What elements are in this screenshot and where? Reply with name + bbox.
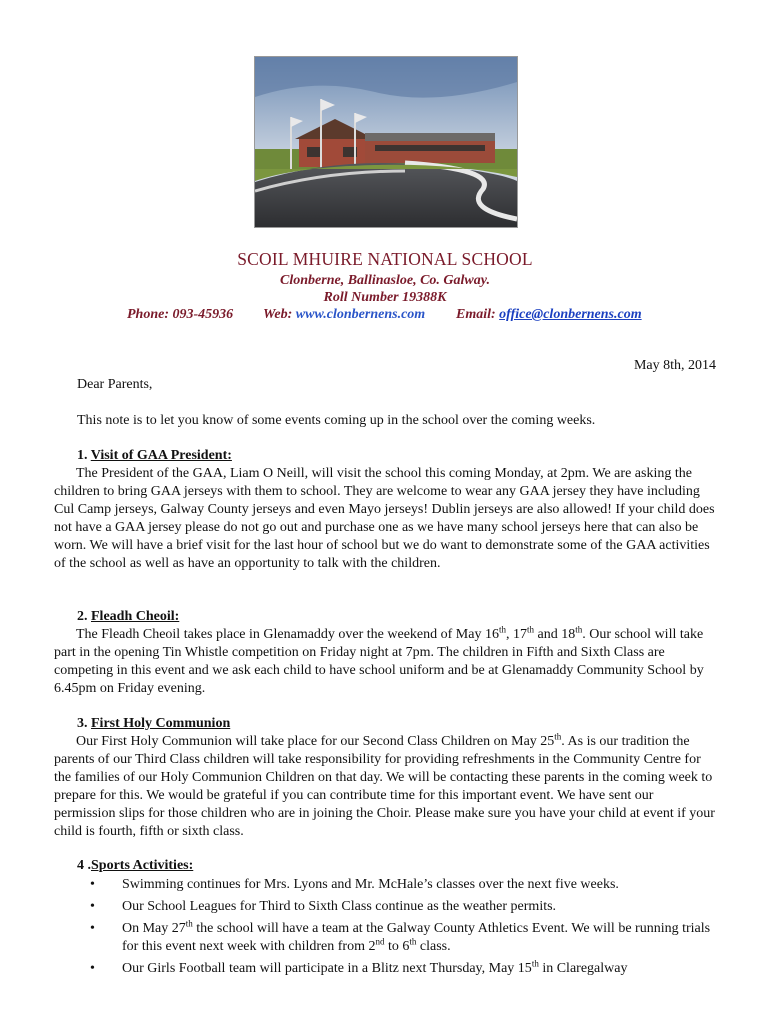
b3-a: On May 27 (122, 921, 186, 936)
section-3-text (54, 733, 716, 840)
web-info (263, 307, 425, 323)
school-address: Clonberne, Ballinasloe, Co. Galway. (280, 273, 490, 288)
bullet-icon: • (90, 921, 95, 936)
email-label: Email: (456, 307, 496, 322)
roll-number: Roll Number 19388K (323, 290, 447, 305)
section-2-heading (77, 609, 179, 625)
b4-sup1: th (531, 958, 539, 969)
s2-c: and 18 (534, 627, 576, 642)
bullet-icon: • (90, 877, 95, 892)
list-item (90, 920, 722, 956)
b3-sup1: th (185, 918, 193, 929)
web-link[interactable]: www.clonbernens.com (295, 307, 426, 322)
section-3-title: First Holy Communion (91, 716, 231, 731)
bullet-text: Swimming continues for Mrs. Lyons and Mr. McHale’s classes over the next five weeks. (122, 877, 619, 892)
s2-b: , 17 (506, 627, 527, 642)
section-1-title: Visit of GAA President: (90, 448, 232, 463)
letter-date: May 8th, 2014 (633, 358, 716, 373)
b3-sup2: nd (375, 936, 385, 947)
list-item (90, 960, 722, 978)
s2-d: . Our school will take part in the opening Tin Whistle competition on Friday night at 7pm. The children in Fifth and Sixth Class are competing in this event and we ask each child to have school uniform and be at Glenamaddy Community School by 6.45pm on Friday evening. (54, 627, 704, 696)
section-4-number: 4 . (77, 858, 91, 873)
section-2-title: Fleadh Cheoil: (91, 609, 180, 624)
email-link[interactable]: office@clonbernens.com (499, 307, 642, 322)
section-2-text (54, 626, 716, 698)
section-2-body (54, 626, 716, 698)
section-4-title: Sports Activities: (91, 858, 194, 873)
salutation: Dear Parents, (77, 377, 153, 392)
section-1-heading (77, 448, 232, 464)
school-name: SCOIL MHUIRE NATIONAL SCHOOL (237, 249, 533, 269)
s3-sup1: th (554, 731, 562, 742)
s2-a: The Fleadh Cheoil takes place in Glenamaddy over the weekend of May 16 (76, 627, 499, 642)
bullet-icon: • (90, 899, 95, 914)
section-3-heading (77, 716, 230, 732)
list-item (90, 898, 722, 916)
phone-number: Phone: 093-45936 (127, 307, 234, 322)
section-3-body (54, 733, 716, 840)
section-2-number: 2. (77, 609, 88, 624)
list-item (90, 876, 722, 894)
section-3-number: 3. (77, 716, 88, 731)
s2-sup2: th (527, 624, 535, 635)
bullet-icon: • (90, 961, 95, 976)
s3-b: . As is our tradition the parents of our Third Class children will take responsibility for providing refreshments in the Community Centre for the families of our Holy Communion Children on that day. We will be contacting these parents in the coming week to prepare for this. We would be grateful if you can contribute time for this important event. We have sent our permission slips for those children who are in joining the Choir. Please make sure you have your child at event if your child is fourth, fifth or sixth class. (54, 734, 715, 839)
b3-b: the school will have a team at the Galway County Athletics Event. We will be running trials for this event next week with children from 2 (122, 921, 711, 954)
b4-a: Our Girls Football team will participate in a Blitz next Thursday, May 15 (122, 961, 532, 976)
section-1-number: 1. (77, 448, 88, 463)
sports-list (90, 876, 722, 982)
b3-sup3: th (409, 936, 417, 947)
s2-sup1: th (498, 624, 506, 635)
section-4-heading (77, 858, 193, 874)
s2-sup3: th (575, 624, 583, 635)
b3-d: class. (416, 939, 451, 954)
email-info (456, 307, 642, 323)
section-1-body (54, 465, 716, 572)
b4-b: in Claregalway (538, 961, 628, 976)
school-building-photo (254, 56, 518, 228)
s3-a: Our First Holy Communion will take place for our Second Class Children on May 25 (76, 734, 555, 749)
intro-paragraph: This note is to let you know of some events coming up in the school over the coming weeks. (77, 413, 596, 428)
b3-c: to 6 (384, 939, 410, 954)
section-1-text: The President of the GAA, Liam O Neill, will visit the school this coming Monday, at 2pm. We are asking the children to bring GAA jerseys with them to school. They are welcome to wear any GAA jersey they have including Cul Camp jerseys, Galway County jerseys and even Mayo jerseys! Dublin jerseys are also allowed! If your child does not have a GAA jersey please do not go out and purchase one as we have many school jerseys here that can also be worn. We will have a brief visit for the last hour of school but we do want to demonstrate some of the GAA activities of the school as well as have an opportunity to talk with the children. (54, 466, 715, 571)
bullet-text: Our School Leagues for Third to Sixth Class continue as the weather permits. (122, 899, 557, 914)
web-label: Web: (263, 307, 293, 322)
